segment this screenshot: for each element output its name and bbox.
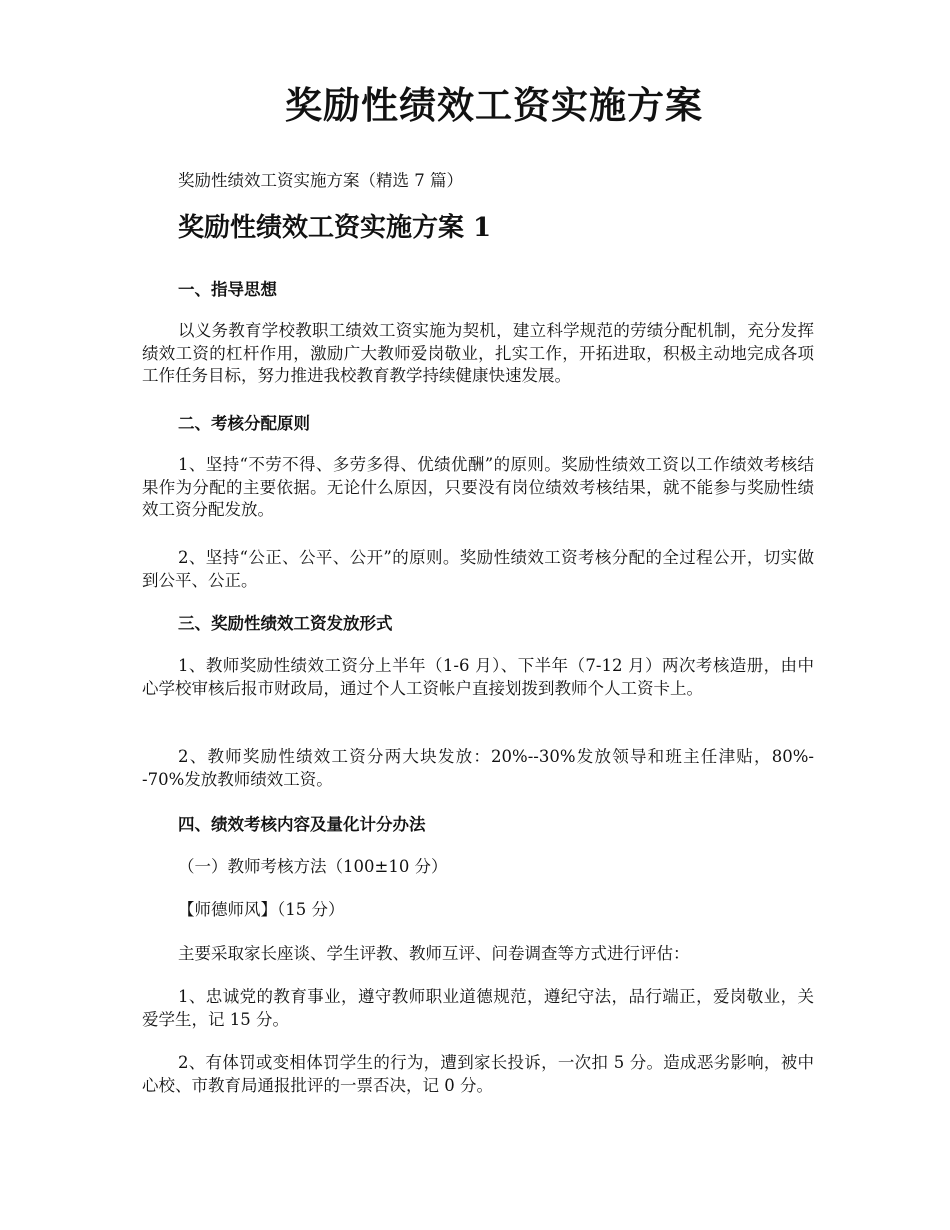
paragraph-payment-1: 1、教师奖励性绩效工资分上半年（1-6 月）、下半年（7-12 月）两次考核造册，由中心学校审核后报市财政局，通过个人工资帐户直接划拨到教师个人工资卡上。 — [142, 656, 814, 698]
paragraph-ethics-1: 1、忠诚党的教育事业，遵守教师职业道德规范，遵纪守法，品行端正，爱岗敬业，关爱学生，记 15 分。 — [142, 987, 814, 1029]
line-evaluation-methods: 主要采取家长座谈、学生评教、教师互评、问卷调查等方式进行评估： — [178, 944, 690, 963]
paragraph-ethics-2: 2、有体罚或变相体罚学生的行为，遭到家长投诉，一次扣 5 分。造成恶劣影响，被中心校、市教育局通报批评的一票否决，记 0 分。 — [142, 1053, 814, 1095]
heading-assessment-content: 四、绩效考核内容及量化计分办法 — [178, 815, 426, 834]
paragraph-principle-1: 1、坚持“不劳不得、多劳多得、优绩优酬”的原则。奖励性绩效工资以工作绩效考核结果作为分配的主要依据。无论什么原因，只要没有岗位绩效考核结果，就不能参与奖励性绩效工资分配发放。 — [142, 455, 814, 519]
heading-guiding-ideology: 一、指导思想 — [178, 280, 277, 299]
document-title: 奖励性绩效工资实施方案 — [285, 83, 703, 127]
line-teacher-assessment-method: （一）教师考核方法（100±10 分） — [178, 857, 448, 876]
section-heading: 奖励性绩效工资实施方案 1 — [178, 213, 492, 243]
paragraph-payment-2: 2、教师奖励性绩效工资分两大块发放：20%--30%发放领导和班主任津贴，80%--70%发放教师绩效工资。 — [142, 747, 814, 789]
heading-payment-form: 三、奖励性绩效工资发放形式 — [178, 614, 393, 633]
document-subtitle: 奖励性绩效工资实施方案（精选 7 篇） — [178, 171, 463, 190]
line-ethics-score: 【师德师风】（15 分） — [178, 900, 345, 919]
heading-distribution-principles: 二、考核分配原则 — [178, 414, 310, 433]
paragraph-guiding-ideology: 以义务教育学校教职工绩效工资实施为契机，建立科学规范的劳绩分配机制，充分发挥绩效工资的杠杆作用，激励广大教师爱岗敬业，扎实工作，开拓进取，积极主动地完成各项工作任务目标，努力推进我校教育教学持续健康快速发展。 — [142, 321, 814, 385]
paragraph-principle-2: 2、坚持“公正、公平、公开”的原则。奖励性绩效工资考核分配的全过程公开，切实做到公平、公正。 — [142, 548, 814, 590]
